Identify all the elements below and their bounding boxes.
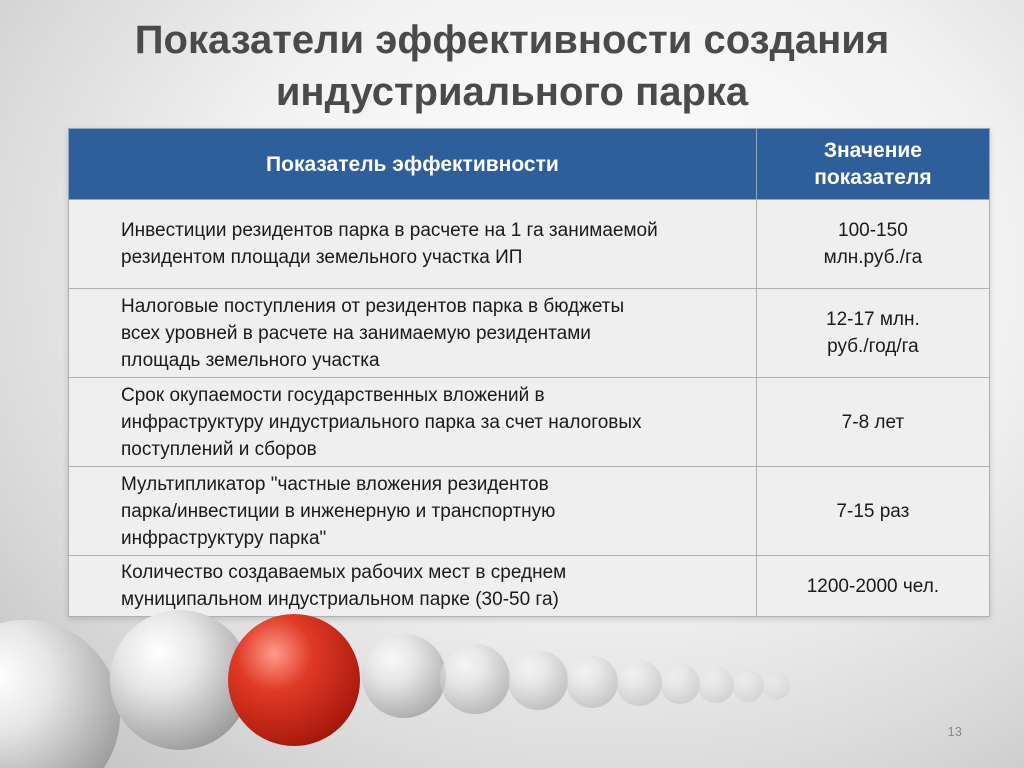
silver-sphere bbox=[0, 620, 120, 768]
metric-text: муниципальном индустриальном парке (30-50 га) bbox=[121, 589, 559, 610]
header-value bbox=[756, 129, 989, 200]
value-cell bbox=[756, 289, 989, 378]
metric-text: всех уровней в расчете на занимаемую резидентами bbox=[121, 322, 591, 344]
metric-text: парка/инвестиции в инженерную и транспортную bbox=[121, 500, 556, 522]
value-text: 1200-2000 чел. bbox=[806, 575, 940, 597]
metric-text: Инвестиции резидентов парка в расчете на 1 га занимаемой bbox=[121, 220, 658, 241]
metric-text: площадь земельного участка bbox=[121, 349, 380, 371]
value-text: 12-17 млн. bbox=[826, 309, 920, 330]
metric-text: Мультипликатор "частные вложения резидентов bbox=[121, 473, 549, 495]
red-sphere bbox=[228, 614, 360, 746]
header-value-line-2: показателя bbox=[814, 166, 932, 189]
metric-text: инфраструктуру парка" bbox=[121, 527, 327, 549]
value-text: 7-15 раз bbox=[836, 500, 910, 522]
metric-text: поступлений и сборов bbox=[121, 438, 317, 460]
table-header-row bbox=[69, 129, 990, 200]
silver-sphere bbox=[762, 672, 790, 700]
header-value-line-1: Значение bbox=[823, 139, 922, 162]
slide-title bbox=[0, 14, 1024, 118]
value-text: 7-8 лет bbox=[841, 411, 905, 433]
silver-sphere bbox=[362, 634, 446, 718]
silver-sphere bbox=[732, 670, 764, 702]
table-row bbox=[69, 289, 990, 378]
header-metric: Показатель эффективности bbox=[69, 129, 757, 200]
silver-sphere bbox=[566, 656, 618, 708]
slide-title-line-1: Показатели эффективности создания bbox=[134, 18, 890, 62]
value-cell bbox=[756, 378, 989, 467]
metric-text: резидентом площади земельного участка ИП bbox=[121, 247, 523, 268]
page-number: 13 bbox=[947, 724, 962, 739]
table-row bbox=[69, 200, 990, 289]
table-row bbox=[69, 378, 990, 467]
silver-sphere bbox=[508, 650, 568, 710]
metric-cell bbox=[69, 378, 757, 467]
slide-title-line-2: индустриального парка bbox=[275, 70, 749, 114]
value-cell bbox=[756, 467, 989, 556]
metric-text: Срок окупаемости государственных вложений в bbox=[121, 384, 545, 406]
value-text: млн.руб./га bbox=[823, 247, 923, 268]
silver-sphere bbox=[440, 644, 510, 714]
metric-text: инфраструктуру индустриального парка за счет налоговых bbox=[121, 411, 642, 433]
metric-cell bbox=[69, 467, 757, 556]
silver-sphere bbox=[698, 667, 734, 703]
silver-sphere bbox=[660, 664, 700, 704]
silver-sphere bbox=[616, 660, 662, 706]
efficiency-table bbox=[68, 128, 990, 617]
decorative-spheres bbox=[0, 600, 1024, 768]
metric-cell bbox=[69, 200, 757, 289]
value-cell bbox=[756, 200, 989, 289]
metric-text: Налоговые поступления от резидентов парка в бюджеты bbox=[121, 295, 625, 317]
metric-cell bbox=[69, 289, 757, 378]
value-text: 100-150 bbox=[838, 220, 908, 241]
value-text: руб./год/га bbox=[827, 336, 919, 357]
table-row bbox=[69, 467, 990, 556]
metric-text: Количество создаваемых рабочих мест в среднем bbox=[121, 562, 567, 583]
